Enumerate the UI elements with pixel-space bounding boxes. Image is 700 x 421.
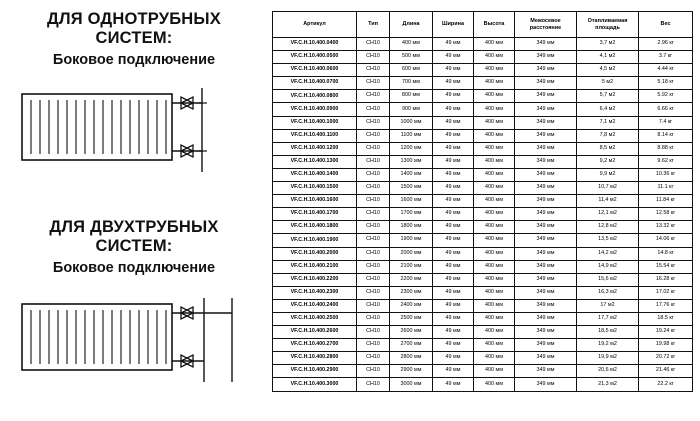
cell-article: VF.C.H.10.400.1400 bbox=[273, 168, 357, 181]
cell-height: 400 мм bbox=[474, 273, 515, 286]
cell-weight: 22.2 кг bbox=[639, 378, 693, 391]
cell-height: 400 мм bbox=[474, 365, 515, 378]
cell-axial-distance: 349 мм bbox=[515, 77, 577, 90]
table-row bbox=[273, 326, 693, 339]
cell-type: CH10 bbox=[357, 208, 390, 221]
cell-heated-area: 3,7 м2 bbox=[577, 38, 639, 51]
cell-axial-distance: 349 мм bbox=[515, 195, 577, 208]
table-row bbox=[273, 352, 693, 365]
cell-article: VF.C.H.10.400.1700 bbox=[273, 208, 357, 221]
column-header-width: Ширина bbox=[433, 12, 474, 38]
cell-length: 1900 мм bbox=[390, 234, 433, 247]
cell-type: CH10 bbox=[357, 142, 390, 155]
single-pipe-heading-line2: СИСТЕМ: bbox=[95, 29, 173, 48]
cell-length: 2700 мм bbox=[390, 339, 433, 352]
cell-article: VF.C.H.10.400.1900 bbox=[273, 234, 357, 247]
cell-weight: 20.72 кг bbox=[639, 352, 693, 365]
table-row bbox=[273, 208, 693, 221]
cell-axial-distance: 349 мм bbox=[515, 273, 577, 286]
cell-width: 49 мм bbox=[433, 51, 474, 64]
cell-article: VF.C.H.10.400.2900 bbox=[273, 365, 357, 378]
cell-type: CH10 bbox=[357, 129, 390, 142]
cell-length: 900 мм bbox=[390, 103, 433, 116]
table-row bbox=[273, 286, 693, 299]
cell-type: CH10 bbox=[357, 116, 390, 129]
cell-heated-area: 6,4 м2 bbox=[577, 103, 639, 116]
cell-weight: 15.54 кг bbox=[639, 260, 693, 273]
cell-axial-distance: 349 мм bbox=[515, 312, 577, 325]
cell-width: 49 мм bbox=[433, 339, 474, 352]
cell-width: 49 мм bbox=[433, 64, 474, 77]
table-row bbox=[273, 155, 693, 168]
cell-weight: 3.7 кг bbox=[639, 51, 693, 64]
cell-height: 400 мм bbox=[474, 339, 515, 352]
cell-width: 49 мм bbox=[433, 247, 474, 260]
cell-length: 500 мм bbox=[390, 51, 433, 64]
cell-heated-area: 16,3 м2 bbox=[577, 286, 639, 299]
cell-length: 3000 мм bbox=[390, 378, 433, 391]
table-row bbox=[273, 378, 693, 391]
cell-width: 49 мм bbox=[433, 208, 474, 221]
cell-width: 49 мм bbox=[433, 234, 474, 247]
cell-type: CH10 bbox=[357, 182, 390, 195]
two-pipe-heading-line2: СИСТЕМ: bbox=[95, 237, 173, 256]
table-row bbox=[273, 221, 693, 234]
single-pipe-heading bbox=[0, 10, 268, 49]
cell-length: 2300 мм bbox=[390, 286, 433, 299]
cell-weight: 5.92 кг bbox=[639, 90, 693, 103]
cell-width: 49 мм bbox=[433, 273, 474, 286]
table-row bbox=[273, 103, 693, 116]
cell-axial-distance: 349 мм bbox=[515, 155, 577, 168]
table-row bbox=[273, 299, 693, 312]
cell-height: 400 мм bbox=[474, 77, 515, 90]
table-row bbox=[273, 64, 693, 77]
two-pipe-subheading-label: Боковое подключение bbox=[52, 260, 216, 276]
cell-weight: 14.06 кг bbox=[639, 234, 693, 247]
cell-axial-distance: 349 мм bbox=[515, 103, 577, 116]
cell-article: VF.C.H.10.400.0500 bbox=[273, 51, 357, 64]
cell-heated-area: 5,7 м2 bbox=[577, 90, 639, 103]
two-pipe-heading-line1: ДЛЯ ДВУХТРУБНЫХ bbox=[49, 218, 219, 236]
cell-height: 400 мм bbox=[474, 116, 515, 129]
left-column bbox=[0, 0, 268, 421]
cell-length: 1600 мм bbox=[390, 195, 433, 208]
cell-weight: 18.5 кг bbox=[639, 312, 693, 325]
column-header-axial-distance: Межосевое расстояние bbox=[515, 12, 577, 38]
two-pipe-heading bbox=[0, 218, 268, 257]
radiator-diagram-single-pipe bbox=[0, 86, 268, 176]
cell-height: 400 мм bbox=[474, 299, 515, 312]
table-row bbox=[273, 116, 693, 129]
cell-length: 1400 мм bbox=[390, 168, 433, 181]
cell-height: 400 мм bbox=[474, 326, 515, 339]
table-row bbox=[273, 38, 693, 51]
cell-article: VF.C.H.10.400.0700 bbox=[273, 77, 357, 90]
cell-article: VF.C.H.10.400.3000 bbox=[273, 378, 357, 391]
cell-weight: 9.62 кг bbox=[639, 155, 693, 168]
cell-width: 49 мм bbox=[433, 378, 474, 391]
cell-heated-area: 14,2 м2 bbox=[577, 247, 639, 260]
cell-heated-area: 19,2 м2 bbox=[577, 339, 639, 352]
cell-article: VF.C.H.10.400.2700 bbox=[273, 339, 357, 352]
cell-width: 49 мм bbox=[433, 38, 474, 51]
cell-width: 49 мм bbox=[433, 299, 474, 312]
cell-weight: 11.1 кг bbox=[639, 182, 693, 195]
cell-article: VF.C.H.10.400.1500 bbox=[273, 182, 357, 195]
cell-width: 49 мм bbox=[433, 116, 474, 129]
cell-width: 49 мм bbox=[433, 77, 474, 90]
cell-height: 400 мм bbox=[474, 51, 515, 64]
column-header-article: Артикул bbox=[273, 12, 357, 38]
cell-weight: 11.84 кг bbox=[639, 195, 693, 208]
cell-heated-area: 5 м2 bbox=[577, 77, 639, 90]
cell-type: CH10 bbox=[357, 286, 390, 299]
cell-width: 49 мм bbox=[433, 326, 474, 339]
cell-article: VF.C.H.10.400.0800 bbox=[273, 90, 357, 103]
cell-heated-area: 20,6 м2 bbox=[577, 365, 639, 378]
cell-width: 49 мм bbox=[433, 312, 474, 325]
cell-axial-distance: 349 мм bbox=[515, 64, 577, 77]
cell-weight: 17.02 кг bbox=[639, 286, 693, 299]
cell-article: VF.C.H.10.400.2600 bbox=[273, 326, 357, 339]
cell-weight: 8.14 кг bbox=[639, 129, 693, 142]
table-row bbox=[273, 260, 693, 273]
table-row bbox=[273, 339, 693, 352]
cell-heated-area: 4,5 м2 bbox=[577, 64, 639, 77]
cell-weight: 19.98 кг bbox=[639, 339, 693, 352]
cell-axial-distance: 349 мм bbox=[515, 182, 577, 195]
cell-height: 400 мм bbox=[474, 168, 515, 181]
cell-type: CH10 bbox=[357, 51, 390, 64]
cell-height: 400 мм bbox=[474, 312, 515, 325]
cell-type: CH10 bbox=[357, 221, 390, 234]
cell-type: CH10 bbox=[357, 234, 390, 247]
cell-length: 600 мм bbox=[390, 64, 433, 77]
cell-axial-distance: 349 мм bbox=[515, 142, 577, 155]
cell-axial-distance: 349 мм bbox=[515, 378, 577, 391]
cell-type: CH10 bbox=[357, 339, 390, 352]
cell-length: 400 мм bbox=[390, 38, 433, 51]
cell-heated-area: 17 м2 bbox=[577, 299, 639, 312]
cell-article: VF.C.H.10.400.2300 bbox=[273, 286, 357, 299]
cell-heated-area: 7,1 м2 bbox=[577, 116, 639, 129]
cell-article: VF.C.H.10.400.1600 bbox=[273, 195, 357, 208]
cell-article: VF.C.H.10.400.2200 bbox=[273, 273, 357, 286]
single-pipe-subheading bbox=[0, 52, 268, 69]
cell-heated-area: 11,4 м2 bbox=[577, 195, 639, 208]
cell-axial-distance: 349 мм bbox=[515, 326, 577, 339]
cell-type: CH10 bbox=[357, 365, 390, 378]
cell-length: 2200 мм bbox=[390, 273, 433, 286]
cell-axial-distance: 349 мм bbox=[515, 221, 577, 234]
cell-length: 1200 мм bbox=[390, 142, 433, 155]
table-header bbox=[273, 12, 693, 38]
cell-axial-distance: 349 мм bbox=[515, 90, 577, 103]
column-header-type: Тип bbox=[357, 12, 390, 38]
cell-weight: 6.66 кг bbox=[639, 103, 693, 116]
cell-length: 2000 мм bbox=[390, 247, 433, 260]
cell-axial-distance: 349 мм bbox=[515, 38, 577, 51]
table-header-row bbox=[273, 12, 693, 38]
table-row bbox=[273, 195, 693, 208]
cell-article: VF.C.H.10.400.0900 bbox=[273, 103, 357, 116]
cell-heated-area: 17,7 м2 bbox=[577, 312, 639, 325]
cell-heated-area: 21,3 м2 bbox=[577, 378, 639, 391]
cell-width: 49 мм bbox=[433, 260, 474, 273]
cell-length: 2600 мм bbox=[390, 326, 433, 339]
cell-width: 49 мм bbox=[433, 182, 474, 195]
cell-axial-distance: 349 мм bbox=[515, 286, 577, 299]
table-row bbox=[273, 77, 693, 90]
cell-heated-area: 4,1 м2 bbox=[577, 51, 639, 64]
cell-length: 1800 мм bbox=[390, 221, 433, 234]
cell-weight: 4.44 кг bbox=[639, 64, 693, 77]
column-header-heated-area: Отапливаемая площадь bbox=[577, 12, 639, 38]
cell-length: 2800 мм bbox=[390, 352, 433, 365]
cell-height: 400 мм bbox=[474, 103, 515, 116]
cell-weight: 5.18 кг bbox=[639, 77, 693, 90]
cell-weight: 8.88 кг bbox=[639, 142, 693, 155]
cell-article: VF.C.H.10.400.0600 bbox=[273, 64, 357, 77]
cell-width: 49 мм bbox=[433, 286, 474, 299]
cell-article: VF.C.H.10.400.2000 bbox=[273, 247, 357, 260]
cell-article: VF.C.H.10.400.1200 bbox=[273, 142, 357, 155]
cell-type: CH10 bbox=[357, 326, 390, 339]
cell-heated-area: 13,5 м2 bbox=[577, 234, 639, 247]
cell-heated-area: 9,2 м2 bbox=[577, 155, 639, 168]
cell-weight: 14.8 кг bbox=[639, 247, 693, 260]
cell-axial-distance: 349 мм bbox=[515, 208, 577, 221]
column-header-weight: Вес bbox=[639, 12, 693, 38]
cell-type: CH10 bbox=[357, 64, 390, 77]
cell-height: 400 мм bbox=[474, 64, 515, 77]
cell-length: 1000 мм bbox=[390, 116, 433, 129]
cell-type: CH10 bbox=[357, 103, 390, 116]
cell-type: CH10 bbox=[357, 273, 390, 286]
cell-axial-distance: 349 мм bbox=[515, 299, 577, 312]
cell-length: 800 мм bbox=[390, 90, 433, 103]
cell-length: 2100 мм bbox=[390, 260, 433, 273]
cell-height: 400 мм bbox=[474, 352, 515, 365]
cell-weight: 17.76 кг bbox=[639, 299, 693, 312]
cell-axial-distance: 349 мм bbox=[515, 129, 577, 142]
cell-type: CH10 bbox=[357, 90, 390, 103]
two-pipe-subheading bbox=[0, 260, 268, 277]
cell-article: VF.C.H.10.400.1300 bbox=[273, 155, 357, 168]
table-row bbox=[273, 273, 693, 286]
cell-axial-distance: 349 мм bbox=[515, 352, 577, 365]
cell-heated-area: 8,5 м2 bbox=[577, 142, 639, 155]
cell-heated-area: 15,6 м2 bbox=[577, 273, 639, 286]
cell-height: 400 мм bbox=[474, 234, 515, 247]
cell-height: 400 мм bbox=[474, 182, 515, 195]
cell-heated-area: 12,1 м2 bbox=[577, 208, 639, 221]
cell-heated-area: 9,9 м2 bbox=[577, 168, 639, 181]
cell-article: VF.C.H.10.400.2100 bbox=[273, 260, 357, 273]
cell-heated-area: 10,7 м2 bbox=[577, 182, 639, 195]
cell-article: VF.C.H.10.400.1800 bbox=[273, 221, 357, 234]
single-pipe-subheading-label: Боковое подключение bbox=[52, 52, 216, 68]
cell-width: 49 мм bbox=[433, 103, 474, 116]
cell-width: 49 мм bbox=[433, 221, 474, 234]
cell-height: 400 мм bbox=[474, 208, 515, 221]
cell-length: 2500 мм bbox=[390, 312, 433, 325]
cell-axial-distance: 349 мм bbox=[515, 168, 577, 181]
cell-type: CH10 bbox=[357, 312, 390, 325]
cell-height: 400 мм bbox=[474, 286, 515, 299]
cell-type: CH10 bbox=[357, 77, 390, 90]
cell-height: 400 мм bbox=[474, 129, 515, 142]
cell-article: VF.C.H.10.400.2800 bbox=[273, 352, 357, 365]
cell-heated-area: 7,8 м2 bbox=[577, 129, 639, 142]
cell-axial-distance: 349 мм bbox=[515, 234, 577, 247]
cell-article: VF.C.H.10.400.0400 bbox=[273, 38, 357, 51]
cell-length: 700 мм bbox=[390, 77, 433, 90]
cell-heated-area: 18,5 м2 bbox=[577, 326, 639, 339]
cell-height: 400 мм bbox=[474, 155, 515, 168]
cell-type: CH10 bbox=[357, 260, 390, 273]
column-header-height: Высота bbox=[474, 12, 515, 38]
cell-height: 400 мм bbox=[474, 247, 515, 260]
specification-table bbox=[272, 11, 693, 392]
cell-length: 1700 мм bbox=[390, 208, 433, 221]
cell-type: CH10 bbox=[357, 352, 390, 365]
cell-width: 49 мм bbox=[433, 168, 474, 181]
cell-axial-distance: 349 мм bbox=[515, 51, 577, 64]
radiator-diagram-two-pipe bbox=[0, 296, 268, 386]
cell-height: 400 мм bbox=[474, 221, 515, 234]
table-row bbox=[273, 142, 693, 155]
cell-height: 400 мм bbox=[474, 38, 515, 51]
column-header-length: Длина bbox=[390, 12, 433, 38]
cell-type: CH10 bbox=[357, 378, 390, 391]
cell-heated-area: 14,9 м2 bbox=[577, 260, 639, 273]
table-row bbox=[273, 90, 693, 103]
cell-height: 400 мм bbox=[474, 142, 515, 155]
cell-heated-area: 19,9 м2 bbox=[577, 352, 639, 365]
cell-width: 49 мм bbox=[433, 195, 474, 208]
cell-height: 400 мм bbox=[474, 90, 515, 103]
table-row bbox=[273, 365, 693, 378]
cell-weight: 12.58 кг bbox=[639, 208, 693, 221]
cell-width: 49 мм bbox=[433, 90, 474, 103]
table-row bbox=[273, 312, 693, 325]
table-row bbox=[273, 182, 693, 195]
cell-article: VF.C.H.10.400.1100 bbox=[273, 129, 357, 142]
cell-weight: 21.46 кг bbox=[639, 365, 693, 378]
table-row bbox=[273, 51, 693, 64]
cell-width: 49 мм bbox=[433, 155, 474, 168]
cell-weight: 16.28 кг bbox=[639, 273, 693, 286]
cell-height: 400 мм bbox=[474, 195, 515, 208]
table-body bbox=[273, 38, 693, 392]
cell-weight: 10.36 кг bbox=[639, 168, 693, 181]
cell-length: 1500 мм bbox=[390, 182, 433, 195]
cell-length: 1300 мм bbox=[390, 155, 433, 168]
cell-width: 49 мм bbox=[433, 142, 474, 155]
cell-heated-area: 12,8 м2 bbox=[577, 221, 639, 234]
cell-type: CH10 bbox=[357, 168, 390, 181]
cell-axial-distance: 349 мм bbox=[515, 260, 577, 273]
cell-length: 1100 мм bbox=[390, 129, 433, 142]
cell-weight: 13.32 кг bbox=[639, 221, 693, 234]
cell-type: CH10 bbox=[357, 155, 390, 168]
cell-length: 2400 мм bbox=[390, 299, 433, 312]
cell-article: VF.C.H.10.400.2500 bbox=[273, 312, 357, 325]
cell-width: 49 мм bbox=[433, 129, 474, 142]
table-row bbox=[273, 129, 693, 142]
cell-axial-distance: 349 мм bbox=[515, 247, 577, 260]
cell-width: 49 мм bbox=[433, 365, 474, 378]
cell-article: VF.C.H.10.400.1000 bbox=[273, 116, 357, 129]
cell-article: VF.C.H.10.400.2400 bbox=[273, 299, 357, 312]
table-row bbox=[273, 168, 693, 181]
cell-width: 49 мм bbox=[433, 352, 474, 365]
cell-weight: 19.24 кг bbox=[639, 326, 693, 339]
cell-axial-distance: 349 мм bbox=[515, 365, 577, 378]
cell-type: CH10 bbox=[357, 247, 390, 260]
cell-height: 400 мм bbox=[474, 378, 515, 391]
cell-type: CH10 bbox=[357, 195, 390, 208]
cell-weight: 2.96 кг bbox=[639, 38, 693, 51]
table-row bbox=[273, 234, 693, 247]
specification-table-wrapper bbox=[272, 11, 692, 392]
cell-weight: 7.4 кг bbox=[639, 116, 693, 129]
cell-axial-distance: 349 мм bbox=[515, 116, 577, 129]
single-pipe-heading-line1: ДЛЯ ОДНОТРУБНЫХ bbox=[47, 10, 221, 28]
cell-type: CH10 bbox=[357, 38, 390, 51]
cell-type: CH10 bbox=[357, 299, 390, 312]
table-row bbox=[273, 247, 693, 260]
cell-axial-distance: 349 мм bbox=[515, 339, 577, 352]
cell-height: 400 мм bbox=[474, 260, 515, 273]
cell-length: 2900 мм bbox=[390, 365, 433, 378]
